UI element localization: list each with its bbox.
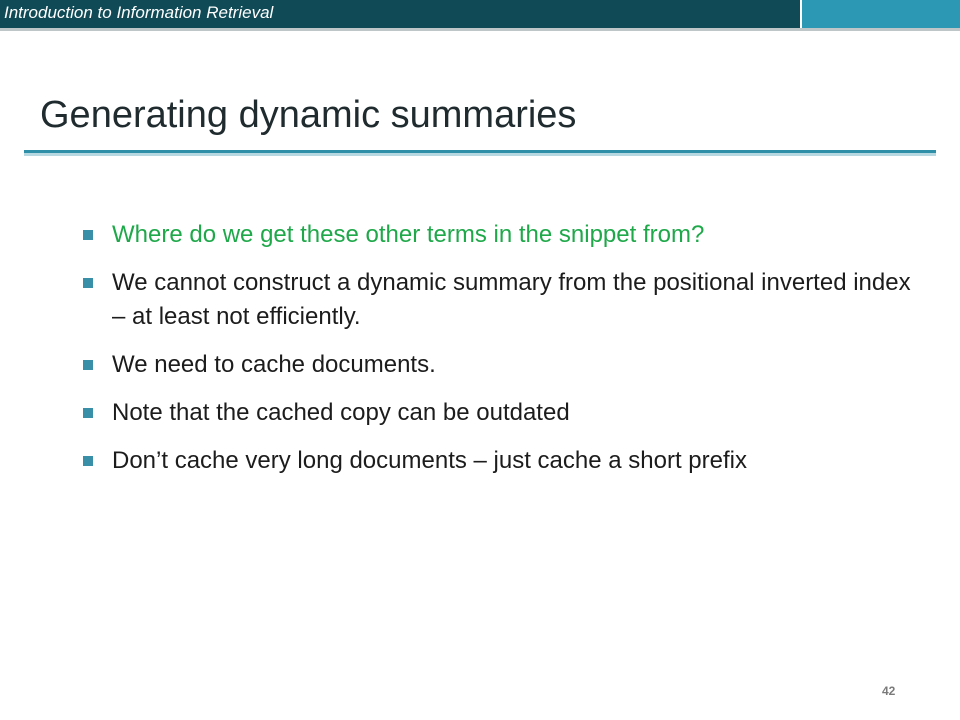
course-title: Introduction to Information Retrieval bbox=[4, 3, 274, 22]
bullet-item bbox=[82, 218, 922, 252]
bullet-item bbox=[82, 266, 922, 334]
header-bar bbox=[0, 0, 800, 28]
square-bullet-icon bbox=[83, 360, 93, 370]
square-bullet-icon bbox=[83, 278, 93, 288]
header-divider bbox=[0, 28, 960, 31]
bullet-text: Where do we get these other terms in the snippet from? bbox=[112, 221, 705, 248]
bullet-item bbox=[82, 348, 922, 382]
bullet-item bbox=[82, 396, 922, 430]
bullet-item bbox=[82, 444, 922, 478]
page-number: 42 bbox=[882, 684, 896, 698]
bullet-text: Don’t cache very long documents – just cache a short prefix bbox=[112, 447, 747, 474]
bullet-text: We need to cache documents. bbox=[112, 351, 436, 378]
square-bullet-icon bbox=[83, 456, 93, 466]
bullet-text: We cannot construct a dynamic summary from the positional inverted index – at least not efficiently. bbox=[112, 269, 911, 330]
bullet-list bbox=[82, 218, 922, 492]
title-underline-shadow bbox=[24, 153, 936, 156]
square-bullet-icon bbox=[83, 408, 93, 418]
slide-title: Generating dynamic summaries bbox=[40, 94, 577, 136]
header-accent-block bbox=[802, 0, 960, 28]
bullet-text: Note that the cached copy can be outdated bbox=[112, 399, 570, 426]
square-bullet-icon bbox=[83, 230, 93, 240]
